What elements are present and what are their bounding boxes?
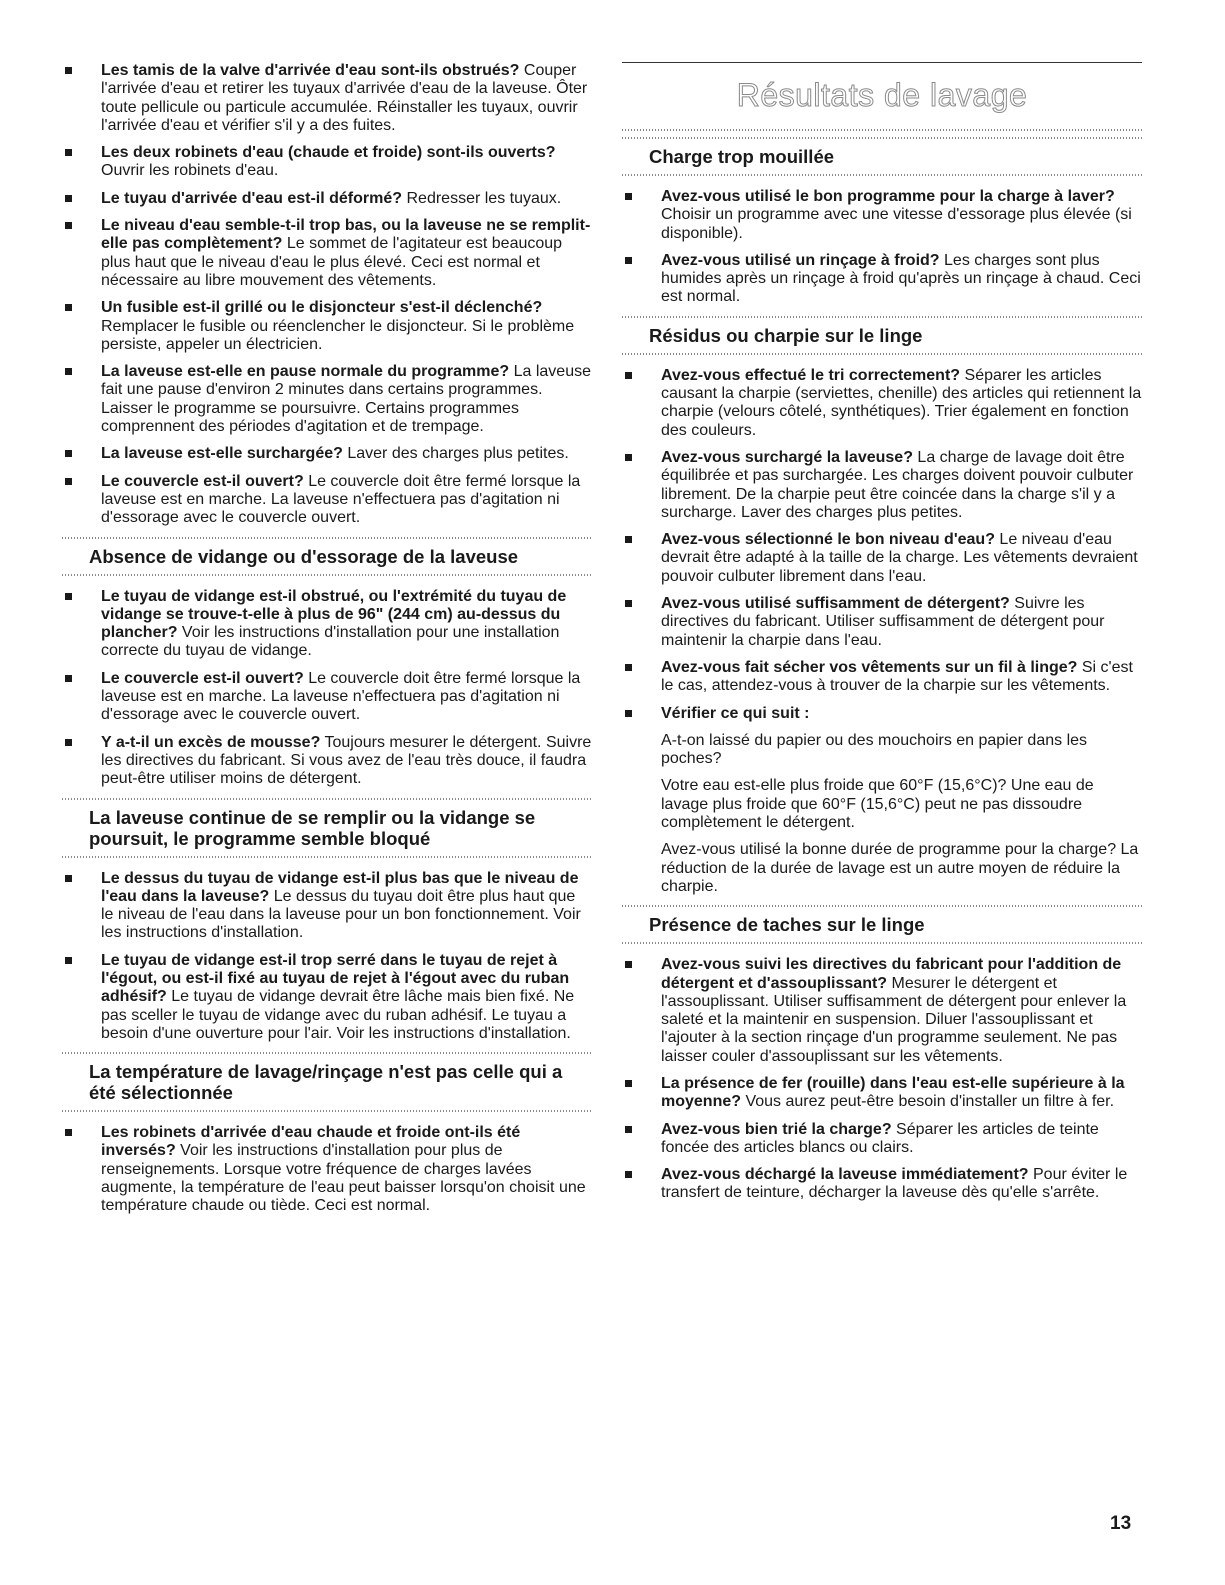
list-item	[622, 252, 1142, 307]
item-answer: Remplacer le fusible ou réenclencher le disjoncteur. Si le problème persiste, appeler un électricien.	[101, 317, 575, 353]
section-list	[62, 588, 592, 789]
list-item	[62, 190, 592, 208]
left-column	[62, 62, 592, 1225]
section-title: Résidus ou charpie sur le linge	[649, 324, 923, 346]
item-question: Avez-vous bien trié la charge?	[661, 1120, 892, 1138]
bullet-icon	[625, 664, 632, 671]
list-item	[62, 952, 592, 1043]
residus-paragraphs	[622, 732, 1142, 896]
item-question: Avez-vous effectué le tri correctement?	[661, 366, 961, 384]
list-item	[622, 595, 1142, 650]
item-answer: Pour éviter le transfert de teinture, décharger la laveuse dès qu'elle s'arrête.	[661, 1166, 1128, 1202]
dotted-rule	[622, 905, 1142, 907]
list-item	[62, 588, 592, 661]
list-item	[62, 217, 592, 290]
dotted-rule	[622, 137, 1142, 139]
bullet-icon	[625, 193, 632, 200]
item-question: Le couvercle est-il ouvert?	[101, 472, 304, 490]
bullet-icon	[65, 478, 72, 485]
item-answer: Le sommet de l'agitateur est beaucoup plus haut que le niveau d'eau le plus élevé. Ceci est normal et nécessaire au libre mouvement des vêtements.	[101, 235, 563, 289]
list-item	[622, 659, 1142, 696]
section-list	[622, 188, 1142, 307]
list-item	[62, 363, 592, 436]
list-item	[62, 734, 592, 789]
section-heading	[622, 316, 1142, 355]
item-answer: Redresser les tuyaux.	[406, 189, 562, 207]
item-question: La laveuse est-elle en pause normale du programme?	[101, 363, 510, 381]
bullet-icon	[625, 372, 632, 379]
right-column	[622, 62, 1142, 1212]
bullet-icon	[65, 957, 72, 964]
item-question: Le tuyau de vidange est-il trop serré dans le tuyau de rejet à l'égout, ou est-il fixé au tuyau de rejet à l'égout avec du ruban adhésif?	[101, 951, 570, 1006]
item-question: Les deux robinets d'eau (chaude et froide) sont-ils ouverts?	[101, 144, 556, 162]
section-heading	[62, 537, 592, 576]
item-question: Avez-vous sélectionné le bon niveau d'eau?	[661, 531, 995, 549]
item-answer: Mesurer le détergent et l'assouplissant. Utiliser suffisamment de détergent pour enlever la saleté et la maintenir en suspension. Diluer l'assouplissant et l'ajouter à la section rinçage d'un programme seulement. Ne pas laisser couler d'assouplissant sur les vêtements.	[661, 974, 1127, 1065]
bullet-icon	[625, 536, 632, 543]
dotted-rule	[62, 574, 592, 576]
list-item	[622, 188, 1142, 243]
item-question: La présence de fer (rouille) dans l'eau est-elle supérieure à la moyenne?	[661, 1074, 1125, 1111]
banner-rule	[622, 129, 1142, 131]
item-answer: Laver des charges plus petites.	[347, 445, 569, 463]
bullet-icon	[65, 149, 72, 156]
item-question: Les robinets d'arrivée d'eau chaude et froide ont-ils été inversés?	[101, 1124, 521, 1160]
bullet-icon	[625, 257, 632, 264]
bullet-icon	[65, 875, 72, 882]
list-item	[62, 473, 592, 528]
section-residus	[622, 316, 1142, 723]
item-question: Avez-vous surchargé la laveuse?	[661, 448, 913, 466]
bullet-icon	[625, 1171, 632, 1178]
section-heading	[622, 137, 1142, 176]
bullet-icon	[625, 600, 632, 607]
item-question: Le couvercle est-il ouvert?	[101, 669, 304, 687]
item-answer: Le tuyau de vidange devrait être lâche mais bien fixé. Ne pas sceller le tuyau de vidange avec du ruban adhésif. Le tuyau a besoin d'une ouverture pour l'air. Voir les instructions d'installation.	[101, 988, 575, 1042]
section-list	[622, 956, 1142, 1203]
item-question: Y a-t-il un excès de mousse?	[101, 733, 321, 751]
list-item	[622, 449, 1142, 522]
section-list	[622, 367, 1142, 723]
item-question: Avez-vous utilisé le bon programme pour la charge à laver?	[661, 188, 1115, 205]
item-answer: Vous aurez peut-être besoin d'installer un filtre à fer.	[745, 1093, 1115, 1111]
dotted-rule	[62, 1110, 592, 1112]
item-answer: Séparer les articles causant la charpie (serviettes, chenille) des articles qui retiennent la charpie (velours côtelé, synthétiques). Trier également en fonction des couleurs.	[661, 366, 1142, 439]
item-answer: Suivre les directives du fabricant. Utiliser suffisamment de détergent pour maintenir la charpie dans l'eau.	[661, 595, 1105, 649]
item-question: Les tamis de la valve d'arrivée d'eau sont-ils obstrués?	[101, 62, 520, 79]
item-answer: Voir les instructions d'installation pour une installation correcte du tuyau de vidange.	[101, 624, 560, 660]
bullet-icon	[625, 710, 632, 717]
bullet-icon	[65, 1129, 72, 1136]
list-item	[622, 705, 1142, 723]
item-question: Le tuyau de vidange est-il obstrué, ou l'extrémité du tuyau de vidange se trouve-t-elle à plus de 96" (244 cm) au-dessus du plancher?	[101, 587, 567, 642]
bullet-icon	[65, 368, 72, 375]
list-item	[622, 367, 1142, 440]
item-answer: Voir les instructions d'installation pour plus de renseignements. Lorsque votre fréquence de charges lavées augmente, la température de l'eau peut baisser lorsqu'on choisit une température chaude ou tiède. Ceci est normal.	[101, 1142, 586, 1215]
check-paragraph: Votre eau est-elle plus froide que 60°F (15,6°C)? Une eau de lavage plus froide que 60°F (15,6°C) peut ne pas dissoudre complètement le détergent.	[661, 777, 1094, 832]
list-item	[622, 531, 1142, 586]
dotted-rule	[62, 537, 592, 539]
bullet-icon	[65, 739, 72, 746]
item-question: Avez-vous utilisé suffisamment de détergent?	[661, 595, 1010, 613]
item-answer: Les charges sont plus humides après un rinçage à froid qu'après un rinçage à chaud. Ceci est normal.	[661, 251, 1141, 306]
item-answer: Si c'est le cas, attendez-vous à trouver de la charpie sur les vêtements.	[661, 658, 1133, 695]
dotted-rule	[62, 856, 592, 858]
dotted-rule	[622, 942, 1142, 944]
section-heading	[622, 905, 1142, 944]
list-item	[622, 956, 1142, 1066]
item-answer: Couper l'arrivée d'eau et retirer les tuyaux d'arrivée d'eau de la laveuse. Ôter toute pellicule ou particule accumulée. Réinstaller les tuyaux, ouvrir l'arrivée d'eau et vérifier s'il y a des fuites.	[101, 62, 588, 134]
list-item	[62, 445, 592, 463]
list-item	[622, 1166, 1142, 1203]
list-item	[62, 1124, 592, 1215]
section-charge-mouillee	[622, 137, 1142, 307]
item-answer: La laveuse fait une pause d'environ 2 minutes dans certains programmes. Laisser le programme se poursuivre. Certains programmes comprennent des périodes d'agitation et de trempage.	[101, 363, 591, 436]
dotted-rule	[62, 1052, 592, 1054]
item-question: Avez-vous suivi les directives du fabricant pour l'addition de détergent et d'assouplissant?	[661, 956, 1122, 992]
section-taches	[622, 905, 1142, 1203]
bullet-icon	[65, 67, 72, 74]
dotted-rule	[622, 316, 1142, 318]
item-question: Avez-vous utilisé un rinçage à froid?	[661, 251, 940, 269]
bullet-icon	[65, 195, 72, 202]
page-number: 13	[1110, 1513, 1132, 1534]
bullet-icon	[625, 961, 632, 968]
bullet-icon	[65, 450, 72, 457]
section-heading	[62, 798, 592, 858]
item-answer: Toujours mesurer le détergent. Suivre les directives du fabricant. Si vous avez de l'eau très douce, il faudra peut-être utiliser moins de détergent.	[101, 733, 592, 788]
section-title: Charge trop mouillée	[649, 146, 835, 167]
list-item	[62, 144, 592, 181]
item-answer: Le dessus du tuyau doit être plus haut que le niveau de l'eau dans la laveuse pour un bon fonctionnement. Voir les instructions d'installation.	[101, 887, 581, 942]
dotted-rule	[62, 798, 592, 800]
left-sections	[62, 537, 592, 1216]
check-paragraph: Avez-vous utilisé la bonne durée de programme pour la charge? La réduction de la durée de lavage est un autre moyen de réduire la charpie.	[661, 841, 1139, 895]
list-item	[62, 670, 592, 725]
section-title: Présence de taches sur le linge	[649, 914, 925, 936]
item-answer: Ouvrir les robinets d'eau.	[101, 162, 279, 180]
bullet-icon	[625, 1080, 632, 1087]
banner-title: Résultats de lavage	[736, 77, 1028, 113]
dotted-rule	[622, 174, 1142, 176]
section-banner	[622, 62, 1142, 131]
list-item	[622, 1075, 1142, 1112]
bullet-icon	[65, 304, 72, 311]
item-question: Le niveau d'eau semble-t-il trop bas, ou la laveuse ne se remplit-elle pas complètement?	[101, 217, 591, 253]
section-list	[62, 870, 592, 1044]
bullet-icon	[625, 1126, 632, 1133]
section-title: La température de lavage/rinçage n'est pas celle qui a été sélectionnée	[89, 1061, 563, 1104]
check-paragraph: A-t-on laissé du papier ou des mouchoirs en papier dans les poches?	[661, 731, 1088, 768]
bullet-icon	[65, 593, 72, 600]
item-question: Vérifier ce qui suit :	[661, 704, 810, 722]
bullet-icon	[65, 675, 72, 682]
section-list	[62, 1124, 592, 1215]
list-item	[62, 870, 592, 943]
item-answer: Choisir un programme avec une vitesse d'essorage plus élevée (si disponible).	[661, 206, 1132, 242]
item-question: Avez-vous déchargé la laveuse immédiatement?	[661, 1166, 1029, 1184]
bullet-icon	[65, 222, 72, 229]
dotted-rule	[622, 353, 1142, 355]
item-question: Le tuyau d'arrivée d'eau est-il déformé?	[101, 189, 403, 207]
item-answer: Le couvercle doit être fermé lorsque la laveuse est en marche. La laveuse n'effectuera pas d'agitation ni d'essorage avec le couvercle ouvert.	[101, 472, 581, 527]
list-item	[622, 1121, 1142, 1158]
list-item	[62, 62, 592, 135]
item-question: Avez-vous fait sécher vos vêtements sur un fil à linge?	[661, 658, 1078, 676]
item-answer: La charge de lavage doit être équilibrée et pas surchargée. Les charges doivent pouvoir culbuter librement. De la charpie peut être coincée dans la charge s'il y a surcharge. Laver des charges plus petites.	[661, 448, 1134, 521]
item-answer: Le couvercle doit être fermé lorsque la laveuse est en marche. La laveuse n'effectuera pas d'agitation ni d'essorage avec le couvercle ouvert.	[101, 669, 581, 724]
section-heading	[62, 1052, 592, 1112]
item-answer: Le niveau d'eau devrait être adapté à la taille de la charge. Les vêtements devraient pouvoir culbuter librement dans l'eau.	[661, 531, 1138, 585]
list-item	[62, 299, 592, 354]
section-title: La laveuse continue de se remplir ou la vidange se poursuit, le programme semble bloqué	[89, 806, 536, 849]
intro-list	[62, 62, 592, 528]
item-question: Le dessus du tuyau de vidange est-il plus bas que le niveau de l'eau dans la laveuse?	[101, 869, 579, 905]
section-title: Absence de vidange ou d'essorage de la laveuse	[89, 545, 519, 567]
item-question: Un fusible est-il grillé ou le disjoncteur s'est-il déclenché?	[101, 299, 543, 317]
bullet-icon	[625, 454, 632, 461]
item-question: La laveuse est-elle surchargée?	[101, 445, 343, 463]
item-answer: Séparer les articles de teinte foncée des articles blancs ou clairs.	[661, 1120, 1099, 1156]
